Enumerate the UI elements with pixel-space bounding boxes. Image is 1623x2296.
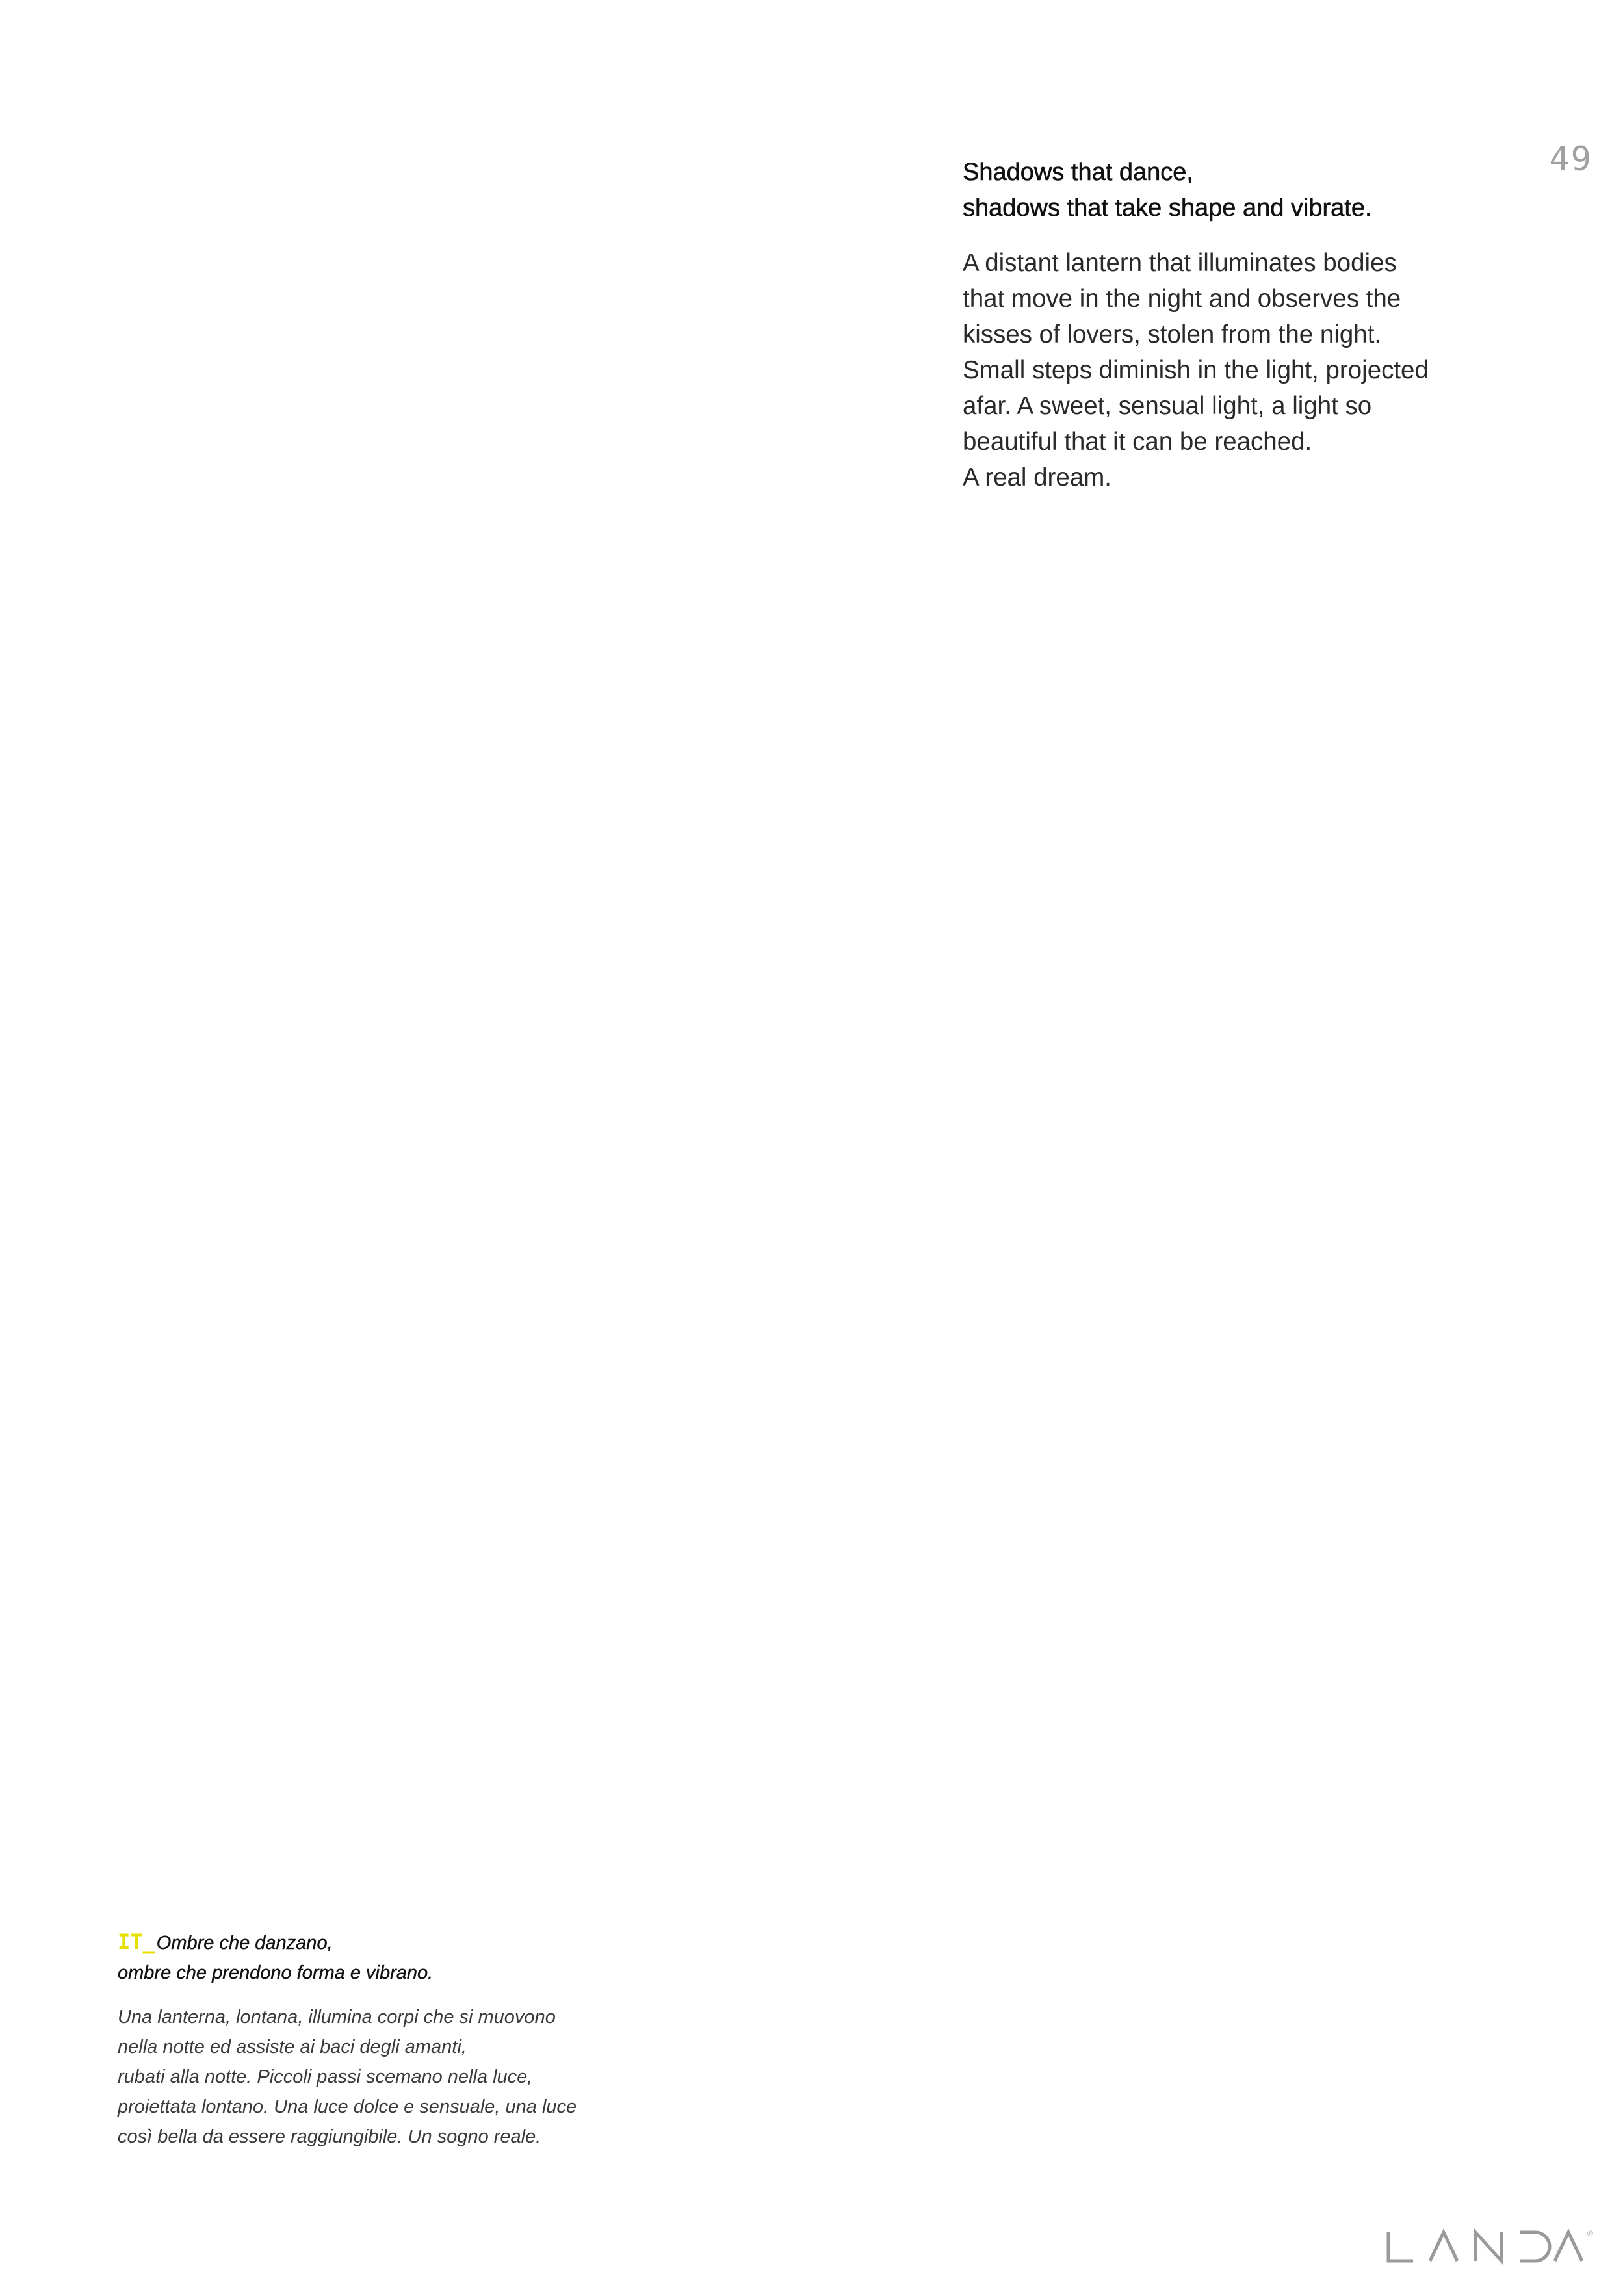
english-heading-line: Shadows that dance, <box>963 159 1193 186</box>
english-body-line: beautiful that it can be reached. <box>963 428 1312 456</box>
english-heading <box>963 155 1496 226</box>
english-body-line: that move in the night and observes the <box>963 285 1401 313</box>
landa-logo <box>1384 2227 1599 2266</box>
italian-heading-line <box>118 1927 651 1958</box>
logo-letter-a <box>1430 2232 1457 2261</box>
english-body-line: Small steps diminish in the light, projected <box>963 356 1429 384</box>
italian-body <box>118 2002 651 2152</box>
english-text-block <box>963 155 1496 495</box>
logo-letter-a-2 <box>1555 2232 1582 2261</box>
italian-text-block <box>118 1927 651 2152</box>
italian-body-line: nella notte ed assiste ai baci degli amanti, <box>118 2037 467 2057</box>
english-body-line: A distant lantern that illuminates bodies <box>963 249 1397 277</box>
italian-heading <box>118 1927 651 1988</box>
english-body-line: A real dream. <box>963 463 1111 491</box>
logo-letter-d <box>1520 2232 1550 2261</box>
english-body <box>963 245 1496 495</box>
english-heading-line: shadows that take shape and vibrate. <box>963 194 1372 222</box>
logo-letter-n <box>1475 2232 1501 2261</box>
italian-heading-text: Ombre che danzano, <box>156 1933 333 1953</box>
registered-mark: ® <box>1587 2229 1593 2238</box>
italian-body-line: proiettata lontano. Una luce dolce e sensuale, una luce <box>118 2096 577 2117</box>
italian-heading-line: ombre che prendono forma e vibrano. <box>118 1963 434 1983</box>
italian-body-line: rubati alla notte. Piccoli passi scemano nella luce, <box>118 2067 533 2087</box>
italian-body-line: Una lanterna, lontana, illumina corpi che si muovono <box>118 2007 556 2028</box>
english-body-line: kisses of lovers, stolen from the night. <box>963 320 1382 348</box>
italian-body-line: così bella da essere raggiungibile. Un sogno reale. <box>118 2126 541 2147</box>
language-tag: IT_ <box>118 1929 155 1954</box>
english-body-line: afar. A sweet, sensual light, a light so <box>963 392 1372 420</box>
logo-letter-l <box>1388 2232 1413 2261</box>
page-number: 49 <box>1549 140 1592 179</box>
